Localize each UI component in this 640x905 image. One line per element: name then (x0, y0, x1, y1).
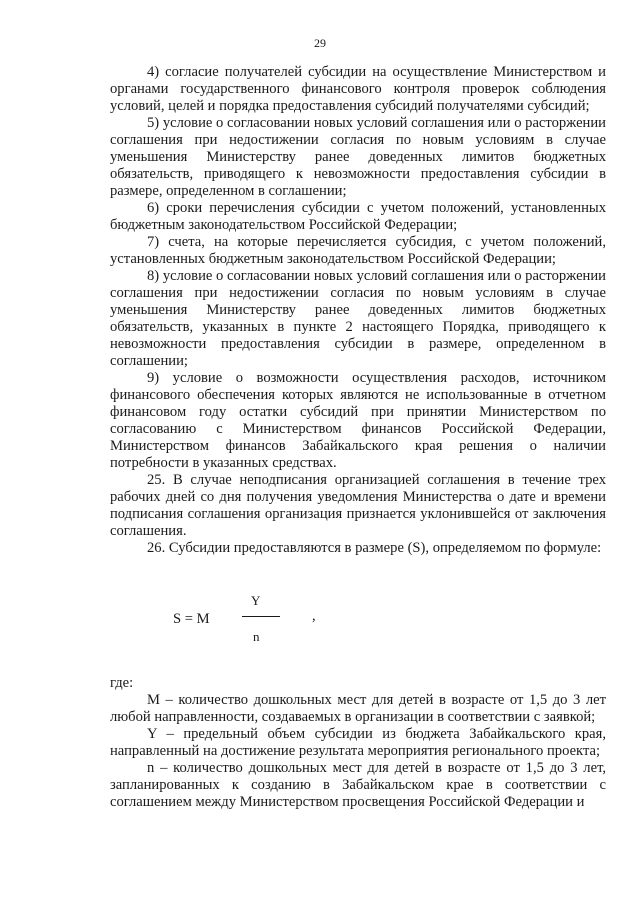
page-number: 29 (314, 36, 326, 50)
fraction-bar (242, 616, 280, 617)
paragraph-item-5: 5) условие о согласовании новых условий соглашения или о расторжении соглашения при недостижении согласия по новым условиям в случае уменьшения Министерству ранее доведенных лимитов бюджетных обязательств, приводящего к невозможности предоставления субсидии в размере, определенном в соглашении; (110, 115, 606, 199)
formula-numerator: Y (251, 593, 261, 608)
paragraph-item-4: 4) согласие получателей субсидии на осуществление Министерством и органами государственного финансового контроля проверок соблюдения условий, целей и порядка предоставления субсидий получателями субсидий; (110, 64, 606, 114)
document-body (110, 64, 606, 811)
paragraph-item-9: 9) условие о возможности осуществления расходов, источником финансового обеспечения которых являются не использованные в отчетном финансовом году остатки субсидий при принятии Министерством по согласованию с Министерством финансов Российской Федерации, Министерством финансов Забайкальского края решения о наличии потребности в указанных средствах. (110, 370, 606, 471)
paragraph-clause-25: 25. В случае неподписания организацией соглашения в течение трех рабочих дней со дня получения уведомления Министерства о дате и времени подписания соглашения организация признается уклонившейся от заключения соглашения. (110, 472, 606, 539)
definition-m: M – количество дошкольных мест для детей в возрасте от 1,5 до 3 лет любой направленности, создаваемых в организации в соответствии с заявкой; (110, 692, 606, 725)
definition-y: Y – предельный объем субсидии из бюджета Забайкальского края, направленный на достижение результата мероприятия регионального проекта; (110, 726, 606, 759)
paragraph-clause-26: 26. Субсидии предоставляются в размере (S), определяемом по формуле: (147, 540, 602, 556)
formula-denominator: n (253, 629, 260, 644)
paragraph-item-7: 7) счета, на которые перечисляется субсидия, с учетом положений, установленных бюджетным законодательством Российской Федерации; (110, 234, 606, 267)
where-label: где: (110, 675, 134, 691)
formula-trailing-comma: , (312, 608, 316, 624)
paragraph-item-6: 6) сроки перечисления субсидии с учетом положений, установленных бюджетным законодательством Российской Федерации; (110, 200, 606, 233)
definition-n: n – количество дошкольных мест для детей в возрасте от 1,5 до 3 лет, запланированных к созданию в Забайкальском крае в соответствии с соглашением между Министерством просвещения Российской Федерации и (110, 760, 606, 810)
subsidy-formula (110, 571, 606, 671)
paragraph-item-8: 8) условие о согласовании новых условий соглашения или о расторжении соглашения при недостижении согласия по новым условиям в случае уменьшения Министерству ранее доведенных лимитов бюджетных обязательств, указанных в пункте 2 настоящего Порядка, приводящего к невозможности предоставления субсидии в размере, определенном в соглашении; (110, 268, 606, 369)
formula-lhs: S = M (173, 611, 210, 627)
